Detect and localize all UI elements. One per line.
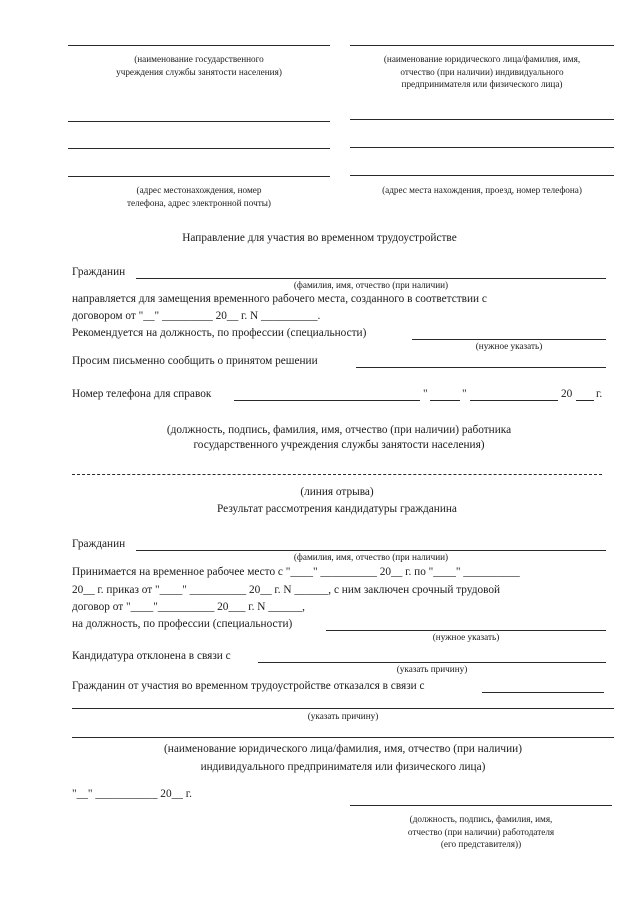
- signature-caption: (должность, подпись, фамилия, имя, отчество (при наличии) работника государственного учреждения службы занятости населения): [166, 424, 512, 451]
- phone-date-open-quote: ": [423, 388, 428, 400]
- position-caption: (нужное указать): [432, 632, 500, 642]
- issuer-address-line-1[interactable]: [68, 121, 330, 122]
- employer-address-line-3[interactable]: [350, 175, 614, 176]
- phone-month-field[interactable]: [470, 400, 558, 401]
- result-citizen-label: Гражданин: [72, 538, 126, 550]
- accepted-line-2: 20__ г. приказ от "____" __________ 20__ г. N ______, с ним заключен срочный трудовой: [72, 584, 501, 596]
- recommend-label: Рекомендуется на должность, по профессии (специальности): [72, 327, 367, 339]
- phone-year-suffix: г.: [596, 388, 603, 400]
- issuer-name-caption: (наименование государственного учреждения службы занятости населения): [116, 54, 282, 77]
- request-field[interactable]: [356, 367, 606, 368]
- refused-label: Гражданин от участия во временном трудоустройстве отказался в связи с: [72, 680, 425, 692]
- refused-reason-field-2[interactable]: [72, 708, 614, 709]
- employer-address-caption: (адрес места нахождения, проезд, номер телефона): [382, 185, 582, 195]
- citizen-label: Гражданин: [72, 266, 126, 278]
- rejected-caption: (указать причину): [396, 664, 468, 674]
- phone-field[interactable]: [234, 400, 420, 401]
- phone-year-field[interactable]: [576, 400, 594, 401]
- employer-signature-caption: (должность, подпись, фамилия, имя, отчество (при наличии) работодателя (его представителя)): [407, 814, 555, 849]
- employer-caption: (наименование юридического лица/фамилия, имя, отчество (при наличии) индивидуального предпринимателя или физического лица): [164, 743, 522, 773]
- issuer-name-line[interactable]: [68, 45, 330, 46]
- accepted-line-3: договор от "____"__________ 20___ г. N ______,: [72, 601, 305, 613]
- sent-text-line-1: направляется для замещения временного рабочего места, созданного в соответствии с: [72, 293, 487, 305]
- employer-name-caption: (наименование юридического лица/фамилия, имя, отчество (при наличии) индивидуального предпринимателя или физического лица): [383, 54, 581, 89]
- employer-signature-field[interactable]: [350, 805, 612, 806]
- phone-year-label: 20: [561, 388, 573, 400]
- result-citizen-caption: (фамилия, имя, отчество (при наличии): [293, 552, 449, 562]
- employer-field[interactable]: [72, 737, 614, 738]
- result-title: Результат рассмотрения кандидатуры гражданина: [217, 503, 457, 515]
- recommend-caption: (нужное указать): [475, 341, 543, 351]
- issuer-address-line-3[interactable]: [68, 176, 330, 177]
- accepted-line-1: Принимается на временное рабочее место с "____" __________ 20__ г. по "____" __________: [72, 566, 520, 578]
- employer-address-line-1[interactable]: [350, 119, 614, 120]
- issuer-address-caption: (адрес местонахождения, номер телефона, адрес электронной почты): [127, 185, 271, 208]
- position-label: на должность, по профессии (специальности): [72, 618, 293, 630]
- refused-caption: (указать причину): [307, 711, 379, 721]
- result-date-line: "__" ___________ 20__ г.: [72, 788, 192, 800]
- citizen-name-caption: (фамилия, имя, отчество (при наличии): [293, 280, 449, 290]
- employer-name-line[interactable]: [350, 45, 614, 46]
- rejected-label: Кандидатура отклонена в связи с: [72, 650, 231, 662]
- issuer-address-line-2[interactable]: [68, 148, 330, 149]
- phone-label: Номер телефона для справок: [72, 388, 212, 400]
- direction-title: Направление для участия во временном трудоустройстве: [182, 232, 457, 244]
- refused-reason-field[interactable]: [482, 692, 604, 693]
- tear-line-caption: (линия отрыва): [300, 486, 374, 498]
- sent-text-line-2: договором от "__" _________ 20__ г. N __________.: [72, 310, 321, 322]
- request-label: Просим письменно сообщить о принятом решении: [72, 355, 318, 367]
- phone-day-field[interactable]: [430, 400, 460, 401]
- phone-date-close-quote: ": [462, 388, 467, 400]
- tear-line: [72, 474, 602, 475]
- employer-address-line-2[interactable]: [350, 147, 614, 148]
